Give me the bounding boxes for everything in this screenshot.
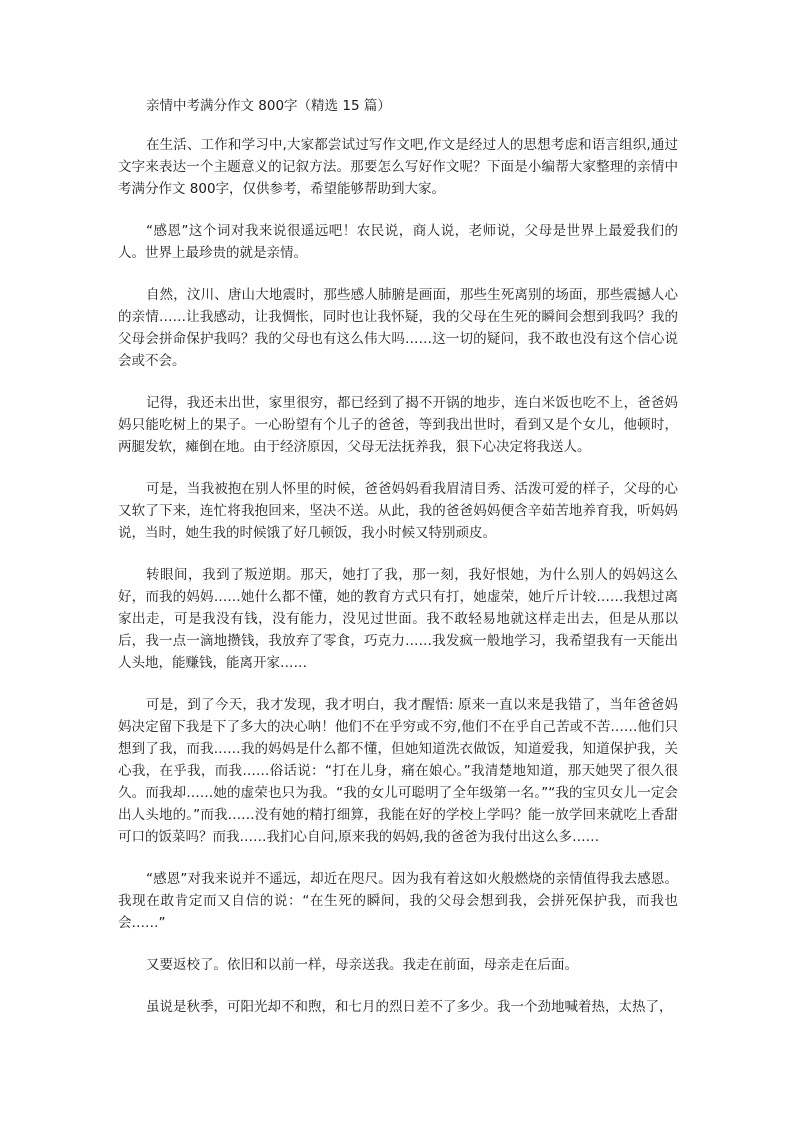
paragraph-return-school: 又要返校了。依旧和以前一样，母亲送我。我走在前面，母亲走在后面。 — [146, 957, 578, 973]
paragraph-realization: 可是，到了今天，我才发现，我才明白，我才醒悟: 原来一直以来是我错了，当年爸爸妈妈决定留下我是下了多大的决心呐！他们不在乎穷或不穷,他们不在乎自己苦或不苦……他们只想到了我，而我……我的妈妈是什么都不懂，但她知道洗衣做饭，知道爱我，知道保护我，关心我，在乎我，而我……俗话说：“打在儿身，痛在娘心。”我清楚地知道，那天她哭了很久很久。而我却……她的虚荣也只为我。“我的女儿可聪明了全年级第一名。”“我的宝贝女儿一定会出人头地的。”而我……没有她的精打细算，我能在好的学校上学吗？能一放学回来就吃上香甜可口的饭菜吗？而我……我扪心自问,原来我的妈妈,我的爸爸为我付出这么多…… — [118, 697, 678, 845]
document-title: 亲情中考满分作文 800字（精选 15 篇） — [146, 98, 391, 114]
paragraph-birth: 记得，我还未出世，家里很穷，都已经到了揭不开锅的地步，连白米饭也吃不上，爸爸妈妈只能吃树上的果子。一心盼望有个儿子的爸爸，等到我出世时，看到又是个女儿，他顿时，两腿发软，瘫倒在地。由于经济原因，父母无法抚养我，狠下心决定将我送人。 — [118, 395, 678, 455]
paragraph-rebellion: 转眼间，我到了叛逆期。那天，她打了我，那一刻，我好恨她，为什么别人的妈妈这么好，而我的妈妈……她什么都不懂，她的教育方式只有打，她虚荣，她斤斤计较……我想过离家出走，可是我没有钱，没有能力，没见过世面。我不敢轻易地就这样走出去，但是从那以后，我一点一滴地攒钱，我放弃了零食，巧克力……我发疯一般地学习，我希望我有一天能出人头地，能赚钱，能离开家…… — [118, 567, 678, 671]
paragraph-earthquake: 自然，汶川、唐山大地震时，那些感人肺腑是画面，那些生死离别的场面，那些震撼人心的亲情……让我感动，让我惆怅，同时也让我怀疑，我的父母在生死的瞬间会想到我吗？我的父母会拼命保护我吗？我的父母也有这么伟大吗……这一切的疑问，我不敢也没有这个信心说会或不会。 — [118, 287, 678, 369]
document-page — [118, 96, 678, 1038]
paragraph-intro: 在生活、工作和学习中,大家都尝试过写作文吧,作文是经过人的思想考虑和语言组织,通过文字来表达一个主题意义的记叙方法。那要怎么写好作文呢？下面是小编帮大家整理的亲情中考满分作文 800字，仅供参考，希望能够帮助到大家。 — [118, 137, 678, 197]
paragraph-gratitude: “感恩”这个词对我来说很遥远吧！农民说，商人说，老师说，父母是世界上最爱我们的人。世界上最珍贵的就是亲情。 — [118, 223, 678, 261]
paragraph-conclusion: “感恩”对我来说并不遥远，却近在咫尺。因为我有着这如火般燃烧的亲情值得我去感恩。我现在敢肯定而又自信的说：“在生死的瞬间，我的父母会想到我，会拼死保护我，而我也会……” — [118, 871, 678, 931]
paragraph-kept: 可是，当我被抱在别人怀里的时候，爸爸妈妈看我眉清目秀、活泼可爱的样子，父母的心又软了下来，连忙将我抱回来，坚决不送。从此，我的爸爸妈妈便含辛茹苦地养育我，听妈妈说，当时，她生我的时候饿了好几顿饭，我小时候又特别顽皮。 — [118, 481, 678, 541]
paragraph-autumn: 虽说是秋季，可阳光却不和煦，和七月的烈日差不了多少。我一个劲地喊着热，太热了， — [146, 999, 673, 1015]
